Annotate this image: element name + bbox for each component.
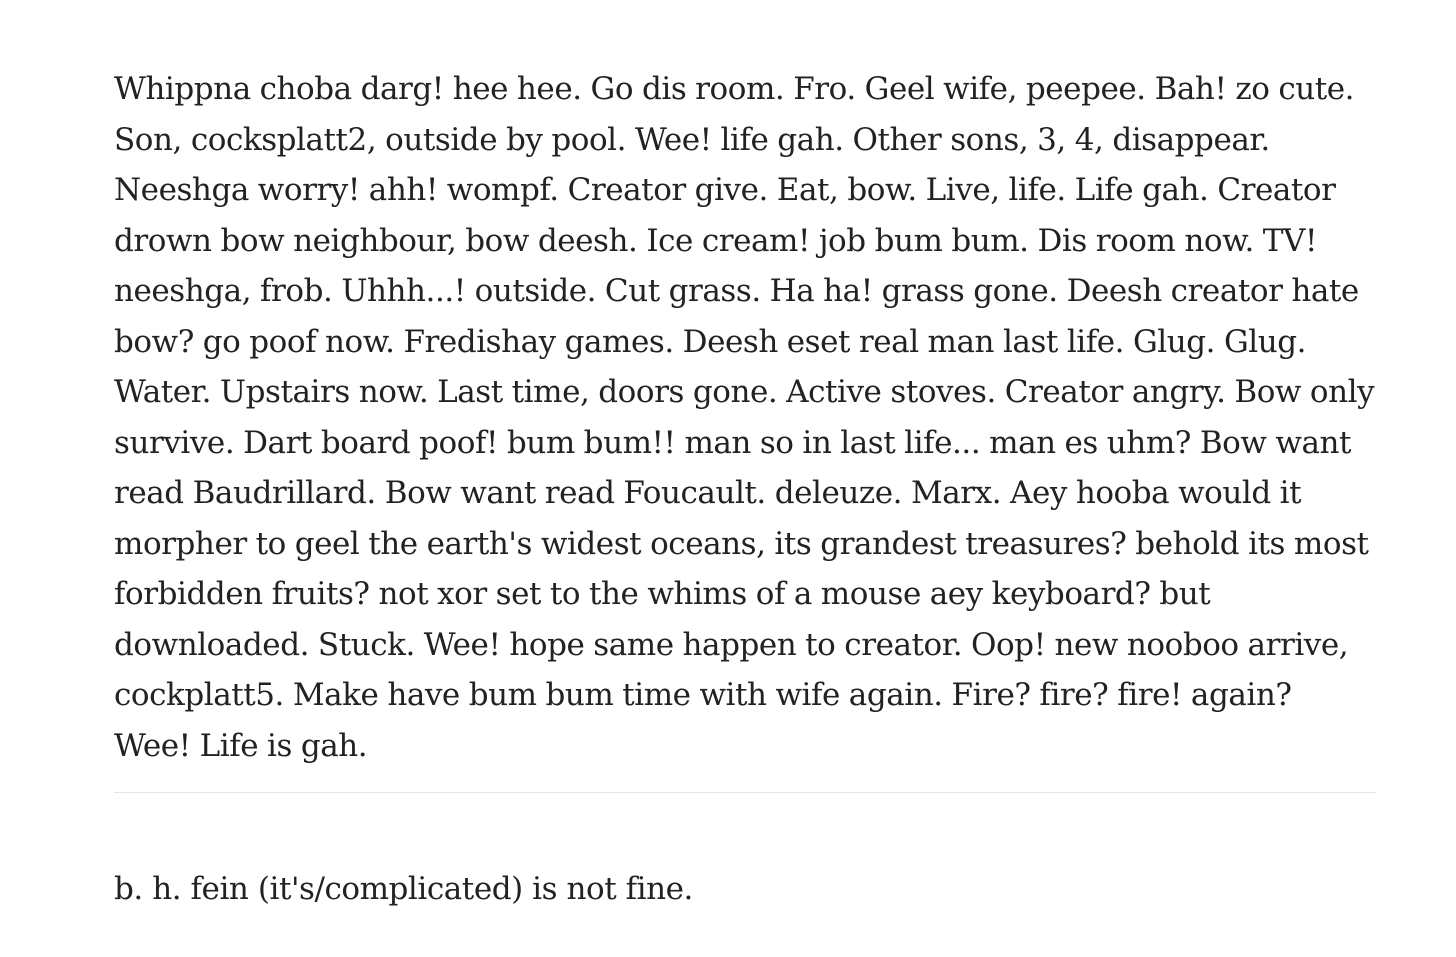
author-byline: b. h. fein (it's/complicated) is not fine.: [114, 871, 693, 907]
article-content: [114, 64, 1376, 907]
section-divider: [114, 792, 1376, 793]
body-paragraph: Whippna choba darg! hee hee. Go dis room. Fro. Geel wife, peepee. Bah! zo cute. Son, cocksplatt2, outside by pool. Wee! life gah. Other sons, 3, 4, disappear. Neeshga worry! ahh! wompf. Creator give. Eat, bow. Live, life. Life gah. Creator drown bow neighbour, bow deesh. Ice cream! job bum bum. Dis room now. TV! neeshga, frob. Uhhh...! outside. Cut grass. Ha ha! grass gone. Deesh creator hate bow? go poof now. Fredishay games. Deesh eset real man last life. Glug. Glug. Water. Upstairs now. Last time, doors gone. Active stoves. Creator angry. Bow only survive. Dart board poof! bum bum!! man so in last life... man es uhm? Bow want read Baudrillard. Bow want read Foucault. deleuze. Marx. Aey hooba would it morpher to geel the earth's widest oceans, its grandest treasures? behold its most forbidden fruits? not xor set to the whims of a mouse aey keyboard? but downloaded. Stuck. Wee! hope same happen to creator. Oop! new nooboo arrive, cockplatt5. Make have bum bum time with wife again. Fire? fire? fire! again? Wee! Life is gah.: [114, 71, 1375, 764]
